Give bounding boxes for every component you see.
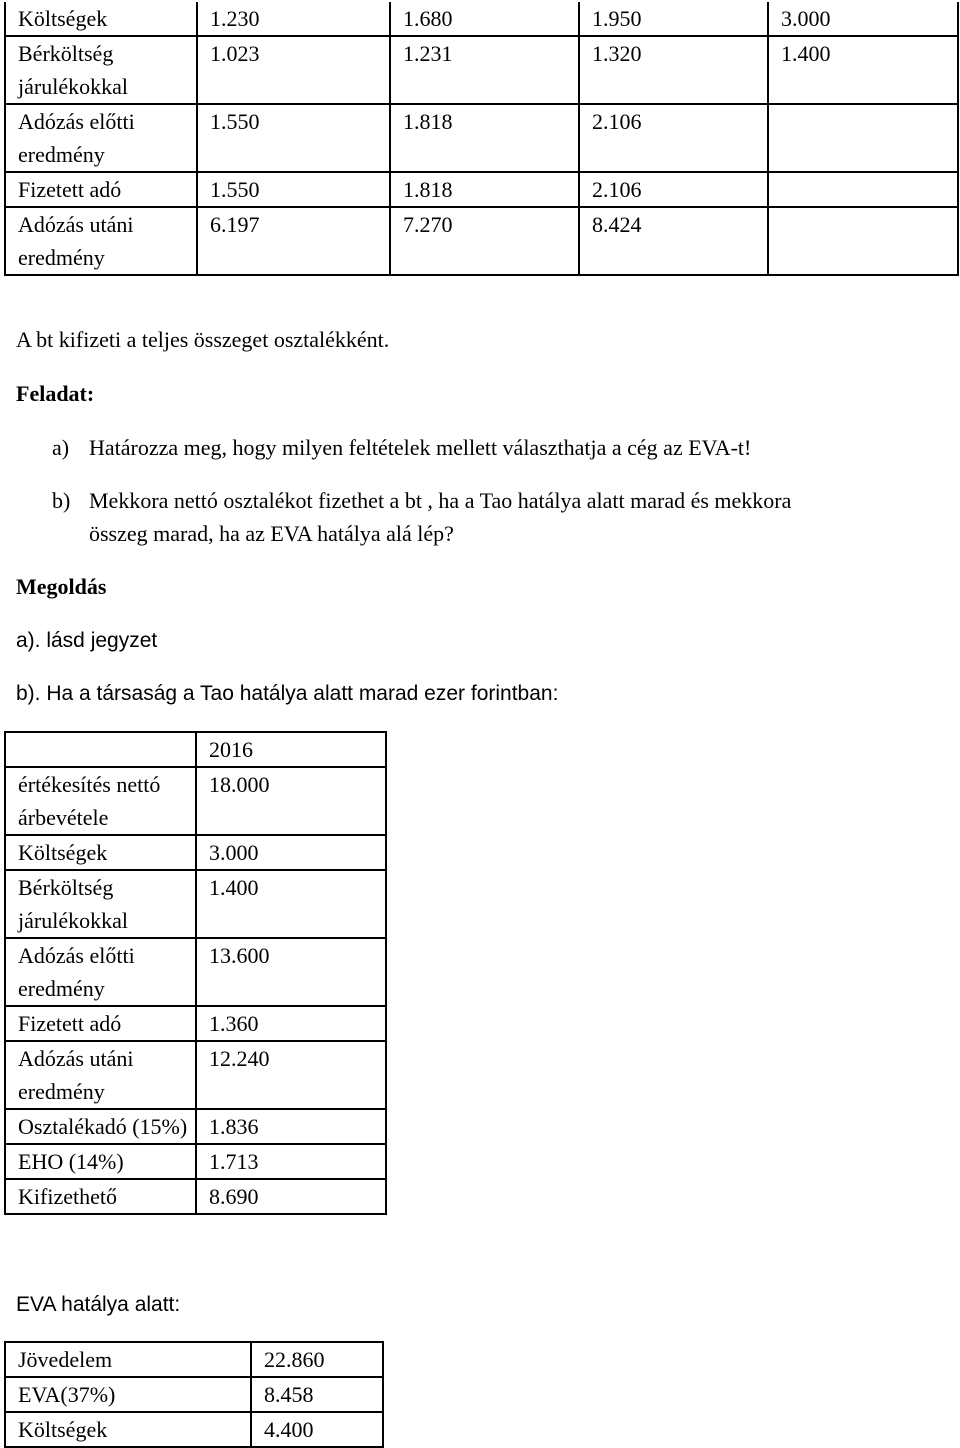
- row-label-cell: értékesítés nettó árbevétele: [5, 767, 196, 835]
- row-label-cell: Adózás előtti eredmény: [5, 938, 196, 1006]
- value-cell: 1.400: [196, 870, 386, 938]
- table-row: [5, 1377, 383, 1412]
- row-label-cell: Jövedelem: [5, 1342, 251, 1377]
- cost-table-tao-years: [4, 2, 959, 276]
- task-item-a-text: Határozza meg, hogy milyen feltételek mellett választhatja a cég az EVA-t!: [89, 435, 752, 460]
- table-row: [5, 172, 958, 207]
- table-row: [5, 767, 386, 835]
- row-label-cell: Költségek: [5, 835, 196, 870]
- value-cell: 1.400: [768, 36, 958, 104]
- value-cell: 8.424: [579, 207, 768, 275]
- eva-heading: EVA hatálya alatt:: [16, 1293, 181, 1316]
- value-cell: [768, 207, 958, 275]
- value-cell: 1.360: [196, 1006, 386, 1041]
- table-row: [5, 1342, 383, 1377]
- value-cell: 1.818: [390, 172, 579, 207]
- row-label-cell: Kifizethető: [5, 1179, 196, 1214]
- value-cell: 1.950: [579, 2, 768, 36]
- table-row: [5, 1179, 386, 1214]
- value-cell: 22.860: [251, 1342, 383, 1377]
- table-row: [5, 2, 958, 36]
- value-cell: 1.680: [390, 2, 579, 36]
- table-row: [5, 938, 386, 1006]
- value-cell: 12.240: [196, 1041, 386, 1109]
- task-item-b-line1: Mekkora nettó osztalékot fizethet a bt , ha a Tao hatálya alatt marad és mekkora: [89, 488, 792, 513]
- row-label-cell: Adózás utáni eredmény: [5, 207, 197, 275]
- row-label-cell: Bérköltség járulékokkal: [5, 870, 196, 938]
- task-item-b-marker: b): [52, 488, 71, 513]
- value-cell: 1.231: [390, 36, 579, 104]
- value-cell: 8.458: [251, 1377, 383, 1412]
- table-row: [5, 1144, 386, 1179]
- row-label-cell: Adózás előtti eredmény: [5, 104, 197, 172]
- task-item-b: [0, 484, 960, 550]
- value-cell: 2.106: [579, 172, 768, 207]
- table-header-row: [5, 732, 386, 767]
- value-cell: 1.550: [197, 172, 390, 207]
- value-cell: 1.320: [579, 36, 768, 104]
- table-row: [5, 870, 386, 938]
- table-row: [5, 207, 958, 275]
- task-item-a-marker: a): [52, 435, 70, 460]
- row-label-cell: Adózás utáni eredmény: [5, 1041, 196, 1109]
- task-heading: Feladat:: [16, 381, 95, 406]
- header-year-cell: 2016: [196, 732, 386, 767]
- value-cell: [768, 104, 958, 172]
- table-row: [5, 104, 958, 172]
- value-cell: 1.836: [196, 1109, 386, 1144]
- table-row: [5, 36, 958, 104]
- solution-b: b). Ha a társaság a Tao hatálya alatt marad ezer forintban:: [16, 682, 559, 705]
- table-row: [5, 835, 386, 870]
- value-cell: 2.106: [579, 104, 768, 172]
- row-label-cell: EVA(37%): [5, 1377, 251, 1412]
- table-row: [5, 1109, 386, 1144]
- value-cell: 1.713: [196, 1144, 386, 1179]
- value-cell: 1.230: [197, 2, 390, 36]
- value-cell: 3.000: [768, 2, 958, 36]
- value-cell: 1.023: [197, 36, 390, 104]
- value-cell: 6.197: [197, 207, 390, 275]
- value-cell: [768, 172, 958, 207]
- value-cell: 7.270: [390, 207, 579, 275]
- value-cell: 1.550: [197, 104, 390, 172]
- row-label-cell: Fizetett adó: [5, 172, 197, 207]
- solution-a: a). lásd jegyzet: [16, 629, 158, 652]
- row-label-cell: Bérköltség járulékokkal: [5, 36, 197, 104]
- value-cell: 4.400: [251, 1412, 383, 1447]
- value-cell: 3.000: [196, 835, 386, 870]
- table-row: [5, 1006, 386, 1041]
- value-cell: 13.600: [196, 938, 386, 1006]
- value-cell: 8.690: [196, 1179, 386, 1214]
- table-row: [5, 1041, 386, 1109]
- row-label-cell: EHO (14%): [5, 1144, 196, 1179]
- table-row: [5, 1412, 383, 1447]
- row-label-cell: Költségek: [5, 2, 197, 36]
- row-label-cell: Osztalékadó (15%): [5, 1109, 196, 1144]
- value-cell: 18.000: [196, 767, 386, 835]
- value-cell: 1.818: [390, 104, 579, 172]
- task-item-a: [0, 431, 960, 464]
- row-label-cell: Költségek: [5, 1412, 251, 1447]
- task-item-b-line2: összeg marad, ha az EVA hatálya alá lép?: [89, 521, 454, 546]
- header-empty-cell: [5, 732, 196, 767]
- solution-heading: Megoldás: [16, 574, 107, 599]
- intro-paragraph: A bt kifizeti a teljes összeget osztalékként.: [16, 327, 390, 352]
- eva-calculation-table: [4, 1341, 384, 1448]
- row-label-cell: Fizetett adó: [5, 1006, 196, 1041]
- tao-calculation-table: [4, 731, 387, 1215]
